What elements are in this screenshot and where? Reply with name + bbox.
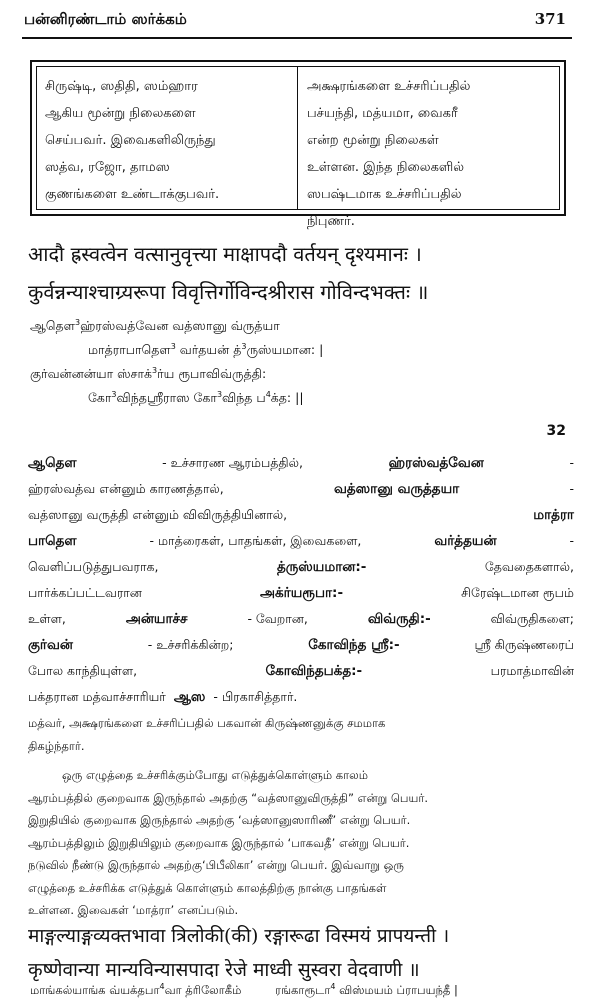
- gloss: தேவதைகளால்,: [484, 559, 574, 574]
- gloss: - பிரகாசித்தார்.: [213, 689, 298, 704]
- word-meaning-line: [28, 554, 574, 580]
- translit-text: விஸ்மயம் ப்ராபயந்தீ |: [335, 982, 458, 997]
- word-meaning-line: [28, 450, 574, 476]
- gloss: - மாத்ரைகள், பாதங்கள், இவைகளை,: [149, 533, 362, 548]
- gloss: பக்தரான மத்வாச்சாரியர்: [28, 689, 166, 704]
- page-number: 371: [534, 10, 566, 28]
- paragraph-line: ஆரம்பத்திலும் இறுதியிலும் குறைவாக இருந்தால் ‘பாகவதீ’ என்று பெயர்.: [28, 835, 410, 850]
- explanatory-paragraph: [28, 764, 574, 922]
- paragraph-line: ஆரம்பத்தில் குறைவாக இருந்தால் அதற்கு “வத்ஸானுவிருத்தி” என்று பெயர்.: [28, 790, 428, 805]
- translit-text: மாத்ராபாதௌ: [88, 342, 171, 358]
- paragraph-line: இறுதியில் குறைவாக இருந்தால் அதற்கு ‘வத்ஸானுஸாரிணீ’ என்று பெயர்.: [28, 813, 411, 827]
- boxed-summary-table: [30, 60, 566, 229]
- translit-superscript: 4: [159, 982, 165, 991]
- word-meaning-line: [28, 528, 574, 554]
- translit-text: ஆதௌ: [30, 318, 75, 334]
- translit-verse1-line3: [30, 366, 266, 383]
- verse-number: 32: [546, 423, 566, 439]
- word-meaning-line: [28, 580, 574, 606]
- term: அக்ர்யரூபா:-: [260, 585, 344, 601]
- term: பாதௌ: [28, 533, 77, 549]
- translit-text: ர்ய ரூபாவிவ்ருத்தி:: [157, 366, 267, 382]
- translit-text: மாங்கல்யாங்க வ்யக்தபா: [30, 982, 160, 997]
- running-header-title: பன்னிரண்டாம் ஸர்க்கம்: [24, 10, 187, 28]
- box-right-line: ஸபஷ்டமாக உச்சரிப்பதில்: [307, 187, 462, 202]
- translit-text: குர்வன்னன்யா ஸ்சாக்: [30, 366, 152, 382]
- box-right-line: என்ற மூன்று நிலைகள்: [307, 133, 439, 148]
- translit-superscript: 4: [265, 390, 271, 399]
- translit-superscript: 3: [111, 390, 117, 399]
- translit-text: விந்தஸ்ரீராஸ கோ: [116, 390, 217, 406]
- term: அன்யாச்ச: [125, 611, 188, 627]
- note-line: மத்வர், அக்ஷரங்களை உச்சரிப்பதில் பகவான் கிருஷ்ணனுக்கு சமமாக: [28, 716, 386, 730]
- gloss: பரமாத்மாவின்: [490, 663, 574, 678]
- word-meaning-line: [28, 502, 574, 528]
- header-rule: [22, 37, 572, 39]
- gloss: ஹ்ரஸ்வத்வ என்னும் காரணத்தால்,: [28, 481, 224, 496]
- paragraph-line: உள்ளன. இவைகள் ‘மாத்ரா’ எனப்படும்.: [28, 903, 239, 917]
- sanskrit-verse1-line1: आदौ ह्रस्वत्वेन वत्सानुवृत्त्या माक्षापदौ वर्तयन् दृश्यमानः ।: [28, 242, 422, 266]
- translit-superscript: 3: [74, 318, 81, 327]
- note-line: திகழ்ந்தார்.: [28, 739, 85, 753]
- word-meaning-line: [28, 684, 574, 710]
- term: வத்ஸானு வருத்தயா: [333, 481, 460, 497]
- sanskrit-verse2-line1: माङ्गल्याङ्गव्यक्तभावा त्रिलोकी(की) रङ्गारूढा विस्मयं प्रापयन्ती ।: [28, 925, 450, 947]
- translit-superscript: 3: [241, 342, 247, 351]
- translit-text: கோ: [88, 390, 112, 406]
- translit-superscript: 3: [152, 366, 158, 375]
- gloss: -: [569, 455, 574, 470]
- paragraph-line: நடுவில் நீண்டு இருந்தால் அதற்கு‘பிபீலிகா’ என்று பெயர். இவ்வாறு ஒரு: [28, 858, 404, 872]
- box-left-line: ஆகிய மூன்று நிலைகளை: [45, 106, 196, 121]
- sanskrit-verse2-line2: कृष्णेवान्या मान्यविन्यासपादा रेजे माध्वी सुस्वरा वेदवाणी ॥: [28, 959, 420, 981]
- translit-text: வா த்ரிலோகீம்: [164, 982, 242, 997]
- term: விவ்ருதி:-: [367, 611, 431, 627]
- word-meaning-line: [28, 606, 574, 632]
- boxed-summary-inner-frame: [36, 66, 560, 229]
- gloss: -: [569, 481, 574, 496]
- translit-verse2-line1: [30, 982, 458, 999]
- box-right-line: நிபுணர்.: [307, 214, 355, 229]
- word-meaning-block: [28, 450, 574, 710]
- gloss: உள்ள,: [28, 611, 66, 626]
- term: ஆஸ: [173, 689, 206, 705]
- summary-note: [28, 712, 574, 758]
- translit-verse1-line4: [88, 390, 304, 407]
- translit-verse1-line2: [88, 342, 323, 359]
- box-left-column: [45, 73, 219, 208]
- term: ஹ்ரஸ்வத்வேன: [388, 455, 484, 471]
- gloss: ஸ்ரீ கிருஷ்ணரைப்: [474, 637, 574, 652]
- translit-text: ஹ்ரஸ்வத்வேன வத்ஸானு வ்ருத்யா: [80, 318, 280, 334]
- gloss: - உச்சாரண ஆரம்பத்தில்,: [162, 455, 304, 470]
- translit-text: ரங்காரூடா: [275, 982, 331, 997]
- term: கோவிந்தபக்த:-: [265, 663, 363, 679]
- gloss: பார்க்கப்பட்டவரான: [28, 585, 142, 600]
- term: மாத்ரா: [533, 507, 574, 523]
- term: வர்த்தயன்: [434, 533, 497, 549]
- column-divider: [297, 67, 298, 209]
- gloss: -: [569, 533, 574, 548]
- gloss: - உச்சரிக்கின்ற;: [147, 637, 234, 652]
- translit-text: வர்தயன் த்: [175, 342, 242, 358]
- sanskrit-verse1-line2: कुर्वन्नन्याश्चाग्र्यरूपा विवृत्तिर्गोविन्दश्रीरास गोविन्दभक्तः ॥: [28, 280, 429, 304]
- gloss: போல காந்தியுள்ள,: [28, 663, 138, 678]
- box-left-line: குணங்களை உண்டாக்குபவர்.: [45, 187, 220, 202]
- gloss: - வேறான,: [247, 611, 308, 626]
- box-right-line: உள்ளன. இந்த நிலைகளில்: [307, 160, 465, 175]
- term: த்ருஸ்யமான:-: [276, 559, 367, 575]
- word-meaning-line: [28, 476, 574, 502]
- gloss: வெளிப்படுத்துபவராக,: [28, 559, 159, 574]
- translit-superscript: 3: [170, 342, 176, 351]
- translit-text: ருஸ்யமான: |: [246, 342, 324, 358]
- paragraph-line: எழுத்தை உச்சரிக்க எடுத்துக் கொள்ளும் காலத்திற்கு நான்கு பாதங்கள்: [28, 880, 387, 895]
- translit-superscript: 3: [216, 390, 223, 399]
- box-left-line: ஸத்வ, ரஜோ, தாமஸ: [45, 160, 170, 175]
- word-meaning-line: [28, 632, 574, 658]
- word-meaning-line: [28, 658, 574, 684]
- gloss: வத்ஸானு வருத்தி என்னும் விவிருத்தியினால்,: [28, 507, 288, 522]
- box-right-line: பச்யந்தி, மத்யமா, வைகரீ: [307, 106, 458, 121]
- box-right-column: [307, 73, 470, 235]
- term: குர்வன்: [28, 637, 73, 653]
- translit-verse1-line1: [30, 318, 280, 335]
- box-right-line: அக்ஷரங்களை உச்சரிப்பதில்: [307, 79, 471, 94]
- translit-superscript: 4: [330, 982, 336, 991]
- term: ஆதௌ: [28, 455, 77, 471]
- paragraph-line: ஒரு எழுத்தை உச்சரிக்கும்போது எடுத்துக்கொள்ளும் காலம்: [62, 768, 368, 782]
- box-left-line: சிருஷ்டி, ஸதிதி, ஸம்ஹார: [45, 79, 198, 94]
- gloss: விவ்ருதிகளை;: [490, 611, 574, 626]
- gloss: சிரேஷ்டமான ரூபம்: [461, 585, 574, 600]
- translit-text: விந்த ப: [222, 390, 266, 406]
- term: கோவிந்த ஸ்ரீ:-: [308, 637, 400, 653]
- box-left-line: செய்பவர். இவைகளிலிருந்து: [45, 133, 216, 148]
- translit-text: க்த: ||: [270, 390, 304, 406]
